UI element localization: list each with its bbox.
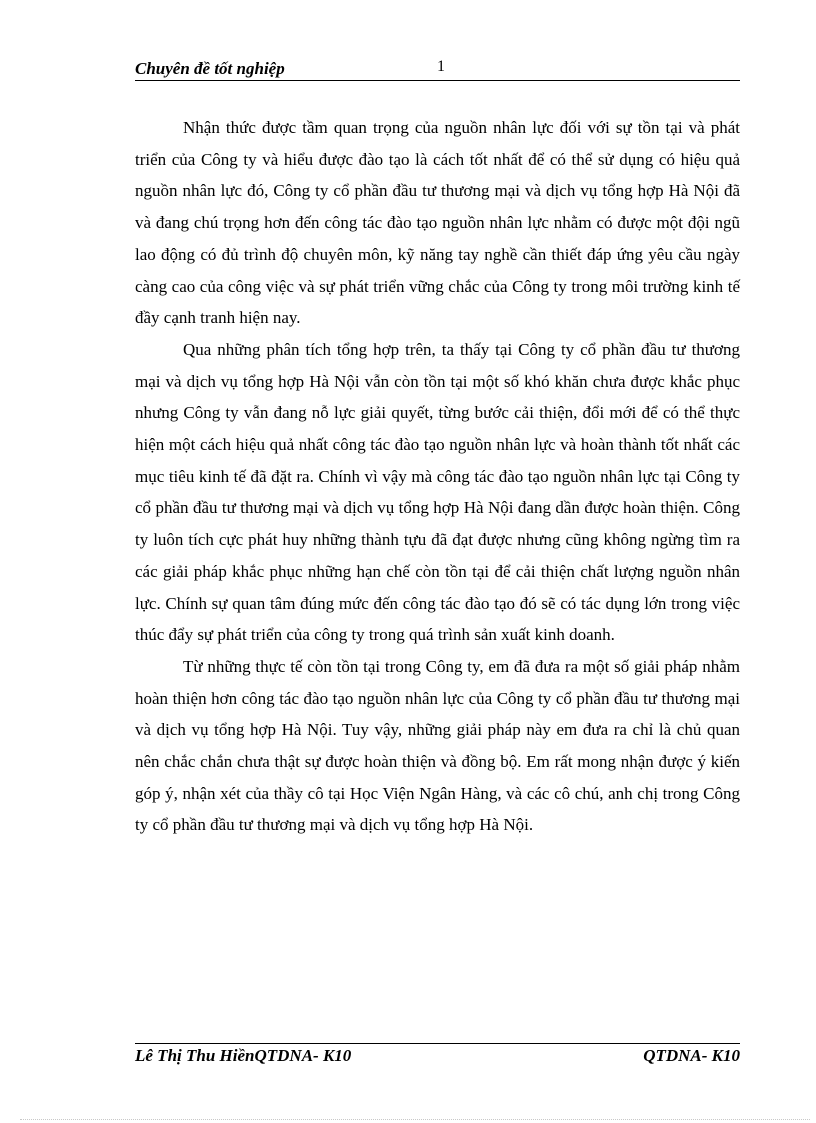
footer-class-code: QTDNA- K10 — [643, 1046, 740, 1065]
page-edge-divider — [20, 1119, 810, 1120]
document-body — [135, 112, 740, 841]
header-title: Chuyên đề tốt nghiệp — [135, 59, 285, 78]
paragraph-3: Từ những thực tế còn tồn tại trong Công ty, em đã đưa ra một số giải pháp nhằm hoàn thiện hơn công tác đào tạo nguồn nhân lực của Công ty cổ phần đầu tư thương mại và dịch vụ tổng hợp Hà Nội. Tuy vậy, những giải pháp này em đưa ra chỉ là chủ quan nên chắc chắn chưa thật sự được hoàn thiện và đồng bộ. Em rất mong nhận được ý kiến góp ý, nhận xét của thầy cô tại Học Viện Ngân Hàng, và các cô chú, anh chị trong Công ty cổ phần đầu tư thương mại và dịch vụ tổng hợp Hà Nội. — [135, 656, 740, 835]
paragraph-2: Qua những phân tích tổng hợp trên, ta thấy tại Công ty cổ phần đầu tư thương mại và dịch vụ tổng hợp Hà Nội vẫn còn tồn tại một số khó khăn chưa được khắc phục nhưng Công ty vẫn đang nỗ lực giải quyết, từng bước cải thiện, đổi mới để có thể thực hiện một cách hiệu quả nhất công tác đào tạo nguồn nhân lực và hoàn thành tốt nhất các mục tiêu kinh tế đã đặt ra. Chính vì vậy mà công tác đào tạo nguồn nhân lực tại Công ty cổ phần đầu tư thương mại và dịch vụ tổng hợp Hà Nội đang dần được hoàn thiện. Công ty luôn tích cực phát huy những thành tựu đã đạt được nhưng cũng không ngừng tìm ra các giải pháp khắc phục những hạn chế còn tồn tại để cải thiện chất lượng nguồn nhân lực. Chính sự quan tâm đúng mức đến công tác đào tạo đó sẽ có tác dụng lớn trong việc thúc đẩy sự phát triển của công ty trong quá trình sản xuất kinh doanh. — [135, 339, 740, 645]
header-divider — [135, 80, 740, 81]
paragraph-1: Nhận thức được tầm quan trọng của nguồn nhân lực đối với sự tồn tại và phát triển của Công ty và hiểu được đào tạo là cách tốt nhất để có thể sử dụng có hiệu quả nguồn nhân lực đó, Công ty cổ phần đầu tư thương mại và dịch vụ tổng hợp Hà Nội đã và đang chú trọng hơn đến công tác đào tạo nguồn nhân lực nhằm có được một đội ngũ lao động có đủ trình độ chuyên môn, kỹ năng tay nghề cần thiết đáp ứng yêu cầu ngày càng cao của công việc và sự phát triển vững chắc của Công ty trong môi trường kinh tế đầy cạnh tranh hiện nay. — [135, 118, 740, 328]
page-number: 1 — [437, 58, 445, 75]
page-header — [135, 56, 740, 80]
footer-divider — [135, 1043, 740, 1044]
footer-author: Lê Thị Thu HiềnQTDNA- K10 — [135, 1046, 352, 1065]
